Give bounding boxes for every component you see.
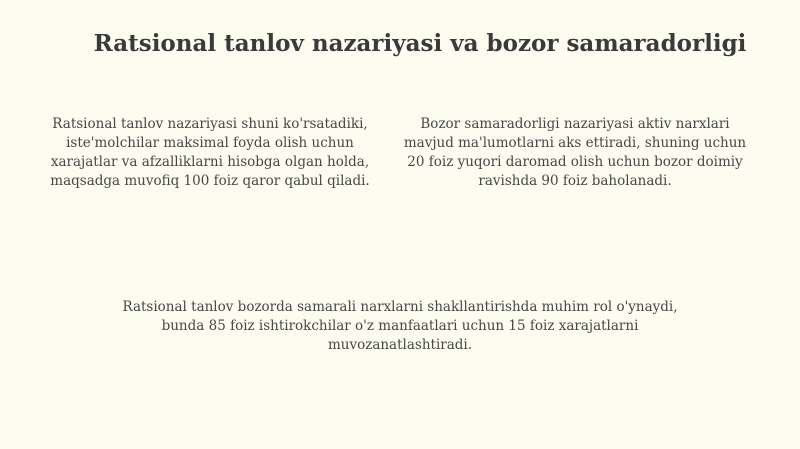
paragraph-efficient-pricing: Ratsional tanlov bozorda samarali narxlarni shakllantirishda muhim rol o'ynaydi, bunda 85 foiz ishtirokchilar o'z manfaatlari uchun 15 foiz xarajatlarni muvozanatlashtiradi. [122, 299, 678, 353]
paragraph-rational-choice: Ratsional tanlov nazariyasi shuni ko'rsatadiki, iste'molchilar maksimal foyda olish uchun xarajatlar va afzalliklarni hisobga olgan holda, maqsadga muvofiq 100 foiz qaror qabul qiladi. [50, 116, 370, 189]
paragraph-market-efficiency: Bozor samaradorligi nazariyasi aktiv narxlari mavjud ma'lumotlarni aks ettiradi, shuning uchun 20 foiz yuqori daromad olish uchun bozor doimiy ravishda 90 foiz baholanadi. [403, 116, 747, 189]
slide-title: Ratsional tanlov nazariyasi va bozor samaradorligi [93, 30, 747, 57]
